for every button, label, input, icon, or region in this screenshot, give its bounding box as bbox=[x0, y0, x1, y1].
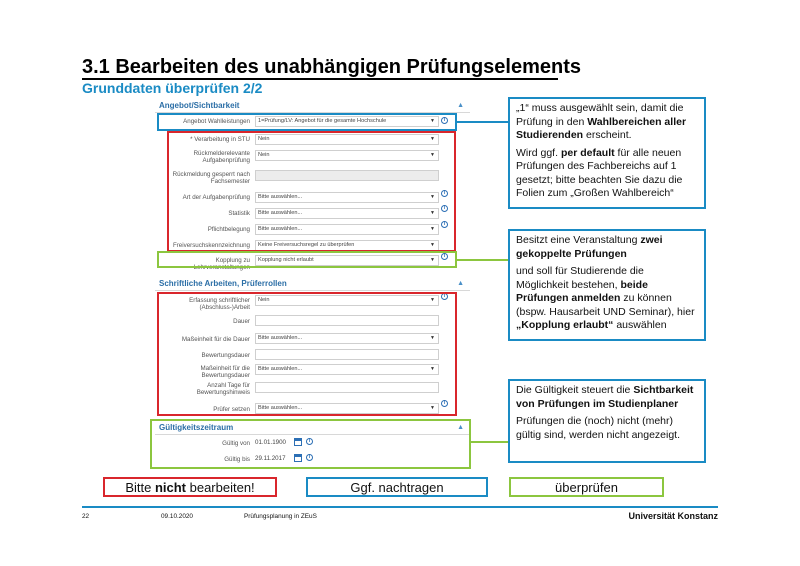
highlight-frame-red-schriftlich bbox=[157, 292, 457, 416]
label-anzahl-tage: Anzahl Tage für Bewertungshinweis bbox=[196, 382, 250, 397]
info-icon[interactable]: i bbox=[441, 205, 448, 212]
label-kopplung: Kopplung zu Lehrveranstaltungen bbox=[193, 257, 250, 272]
chevron-up-icon[interactable]: ▲ bbox=[457, 280, 464, 287]
slide-title: 3.1 Bearbeiten des unabhängigen Prüfungselements bbox=[82, 56, 582, 78]
chevron-up-icon[interactable]: ▲ bbox=[457, 424, 464, 431]
select-masseinheit-bewertung[interactable]: Bitte auswählen... ▼ bbox=[255, 364, 439, 375]
label-masseinheit-bewertung: Maßeinheit für die Bewertungsdauer bbox=[200, 365, 250, 380]
label-freiversuch: Freiversuchskennzeichnung bbox=[172, 242, 250, 249]
label-rueckmeldung-relevant: Rückmelderelevante Aufgabenprüfung bbox=[193, 150, 250, 165]
chevron-down-icon: ▼ bbox=[430, 226, 435, 232]
footer-university: Universität Konstanz bbox=[628, 511, 718, 521]
slide-subtitle: Grunddaten überprüfen 2/2 bbox=[82, 80, 263, 96]
select-art[interactable]: Bitte auswählen... ▼ bbox=[255, 192, 439, 203]
label-statistik: Statistik bbox=[228, 210, 250, 217]
label-bewertungsdauer: Bewertungsdauer bbox=[201, 352, 250, 359]
select-verarbeitung[interactable]: Nein ▼ bbox=[255, 134, 439, 145]
section-title: Schriftliche Arbeiten, Prüferrollen bbox=[159, 279, 287, 288]
chevron-down-icon: ▼ bbox=[430, 335, 435, 341]
info-icon[interactable]: i bbox=[441, 190, 448, 197]
chevron-down-icon: ▼ bbox=[430, 118, 435, 124]
connector-line-green bbox=[457, 259, 509, 261]
chevron-up-icon[interactable]: ▲ bbox=[457, 102, 464, 109]
label-verarbeitung: * Verarbeitung in STU bbox=[190, 136, 250, 143]
select-erfassung[interactable]: Nein ▼ bbox=[255, 295, 439, 306]
chevron-down-icon: ▼ bbox=[430, 152, 435, 158]
select-freiversuch[interactable]: Keine Freiversuchsregel zu überprüfen ▼ bbox=[255, 240, 439, 251]
label-wahlleistungen: Angebot Wahlleistungen bbox=[183, 118, 250, 125]
highlight-frame-green-kopplung bbox=[157, 251, 457, 268]
footer-rule bbox=[82, 506, 718, 508]
label-art: Art der Aufgabenprüfung bbox=[182, 194, 250, 201]
info-icon[interactable]: i bbox=[441, 400, 448, 407]
info-icon[interactable]: i bbox=[306, 438, 313, 445]
label-dauer: Dauer bbox=[233, 318, 250, 325]
section-title: Gültigkeitszeitraum bbox=[159, 423, 234, 432]
callout-kopplung: Besitzt eine Veranstaltung zwei gekoppelte Prüfungen und soll für Studierende die Möglichkeit bestehen, beide Prüfungen anmelden zu können (bspw. Hausarbeit UND Seminar), hier „Kopplung erlaubt“ auswählen bbox=[508, 229, 706, 341]
date-gueltig-von[interactable]: 01.01.1900 bbox=[255, 439, 286, 446]
chevron-down-icon: ▼ bbox=[430, 210, 435, 216]
highlight-frame-red-angebot bbox=[167, 131, 456, 252]
label-gueltig-bis: Gültig bis bbox=[224, 456, 250, 463]
info-icon[interactable]: i bbox=[306, 454, 313, 461]
label-masseinheit-dauer: Maßeinheit für die Dauer bbox=[181, 336, 250, 343]
callout-wahlbereich: „1“ muss ausgewählt sein, damit die Prüfung in den Wahlbereichen aller Studierenden erscheint. Wird ggf. per default für alle neuen Prüfungen des Fachbereichs auf 1 gesetzt; bitte beachten Sie dazu die Folien zum „Großen Wahlbereich“ bbox=[508, 97, 706, 209]
chevron-down-icon: ▼ bbox=[430, 242, 435, 248]
label-rueckmeldung-gesperrt: Rückmeldung gesperrt nach Fachsemester bbox=[172, 171, 250, 186]
info-icon[interactable]: i bbox=[441, 293, 448, 300]
label-gueltig-von: Gültig von bbox=[222, 440, 250, 447]
connector-line-green bbox=[471, 441, 509, 443]
label-pruefer: Prüfer setzen bbox=[213, 406, 250, 413]
chevron-down-icon: ▼ bbox=[430, 297, 435, 303]
select-pruefer[interactable]: Bitte auswählen... ▼ bbox=[255, 403, 439, 414]
legend-green: überprüfen bbox=[509, 477, 664, 497]
date-gueltig-bis[interactable]: 29.11.2017 bbox=[255, 455, 286, 462]
select-kopplung[interactable]: Kopplung nicht erlaubt ▼ bbox=[255, 255, 439, 266]
section-header-angebot[interactable] bbox=[155, 100, 470, 113]
section-header-schriftlich[interactable] bbox=[155, 278, 470, 291]
select-pflichtbelegung[interactable]: Bitte auswählen... ▼ bbox=[255, 224, 439, 235]
chevron-down-icon: ▼ bbox=[430, 257, 435, 263]
select-masseinheit-dauer[interactable]: Bitte auswählen... ▼ bbox=[255, 333, 439, 344]
label-pflichtbelegung: Pflichtbelegung bbox=[207, 226, 250, 233]
label-erfassung: Erfassung schriftlicher (Abschluss-)Arbeit bbox=[189, 297, 250, 312]
legend-blue: Ggf. nachtragen bbox=[306, 477, 488, 497]
section-title: Angebot/Sichtbarkeit bbox=[159, 101, 240, 110]
select-statistik[interactable]: Bitte auswählen... ▼ bbox=[255, 208, 439, 219]
select-rueckmeldung-relevant[interactable]: Nein ▼ bbox=[255, 150, 439, 161]
connector-line-blue bbox=[457, 121, 509, 123]
info-icon[interactable]: i bbox=[441, 253, 448, 260]
select-wahlleistungen[interactable]: 1=Prüfung/LV: Angebot für die gesamte Hochschule ▼ bbox=[255, 116, 439, 127]
chevron-down-icon: ▼ bbox=[430, 194, 435, 200]
chevron-down-icon: ▼ bbox=[430, 136, 435, 142]
chevron-down-icon: ▼ bbox=[430, 405, 435, 411]
footer-page-number: 22 bbox=[82, 513, 90, 520]
chevron-down-icon: ▼ bbox=[430, 366, 435, 372]
highlight-frame-blue-wahlleistungen bbox=[157, 113, 457, 131]
footer-topic: Prüfungsplanung in ZEuS bbox=[244, 513, 317, 520]
callout-gueltigkeit: Die Gültigkeit steuert die Sichtbarkeit von Prüfungen im Studienplaner Prüfungen die (noch) nicht (mehr) gültig sind, werden nicht angezeigt. bbox=[508, 379, 706, 463]
legend-red: Bitte nicht bearbeiten! bbox=[103, 477, 277, 497]
info-icon[interactable]: i bbox=[441, 221, 448, 228]
highlight-frame-green-gueltigkeit bbox=[150, 419, 471, 469]
info-icon[interactable]: i bbox=[441, 117, 448, 124]
footer-date: 09.10.2020 bbox=[161, 513, 193, 520]
